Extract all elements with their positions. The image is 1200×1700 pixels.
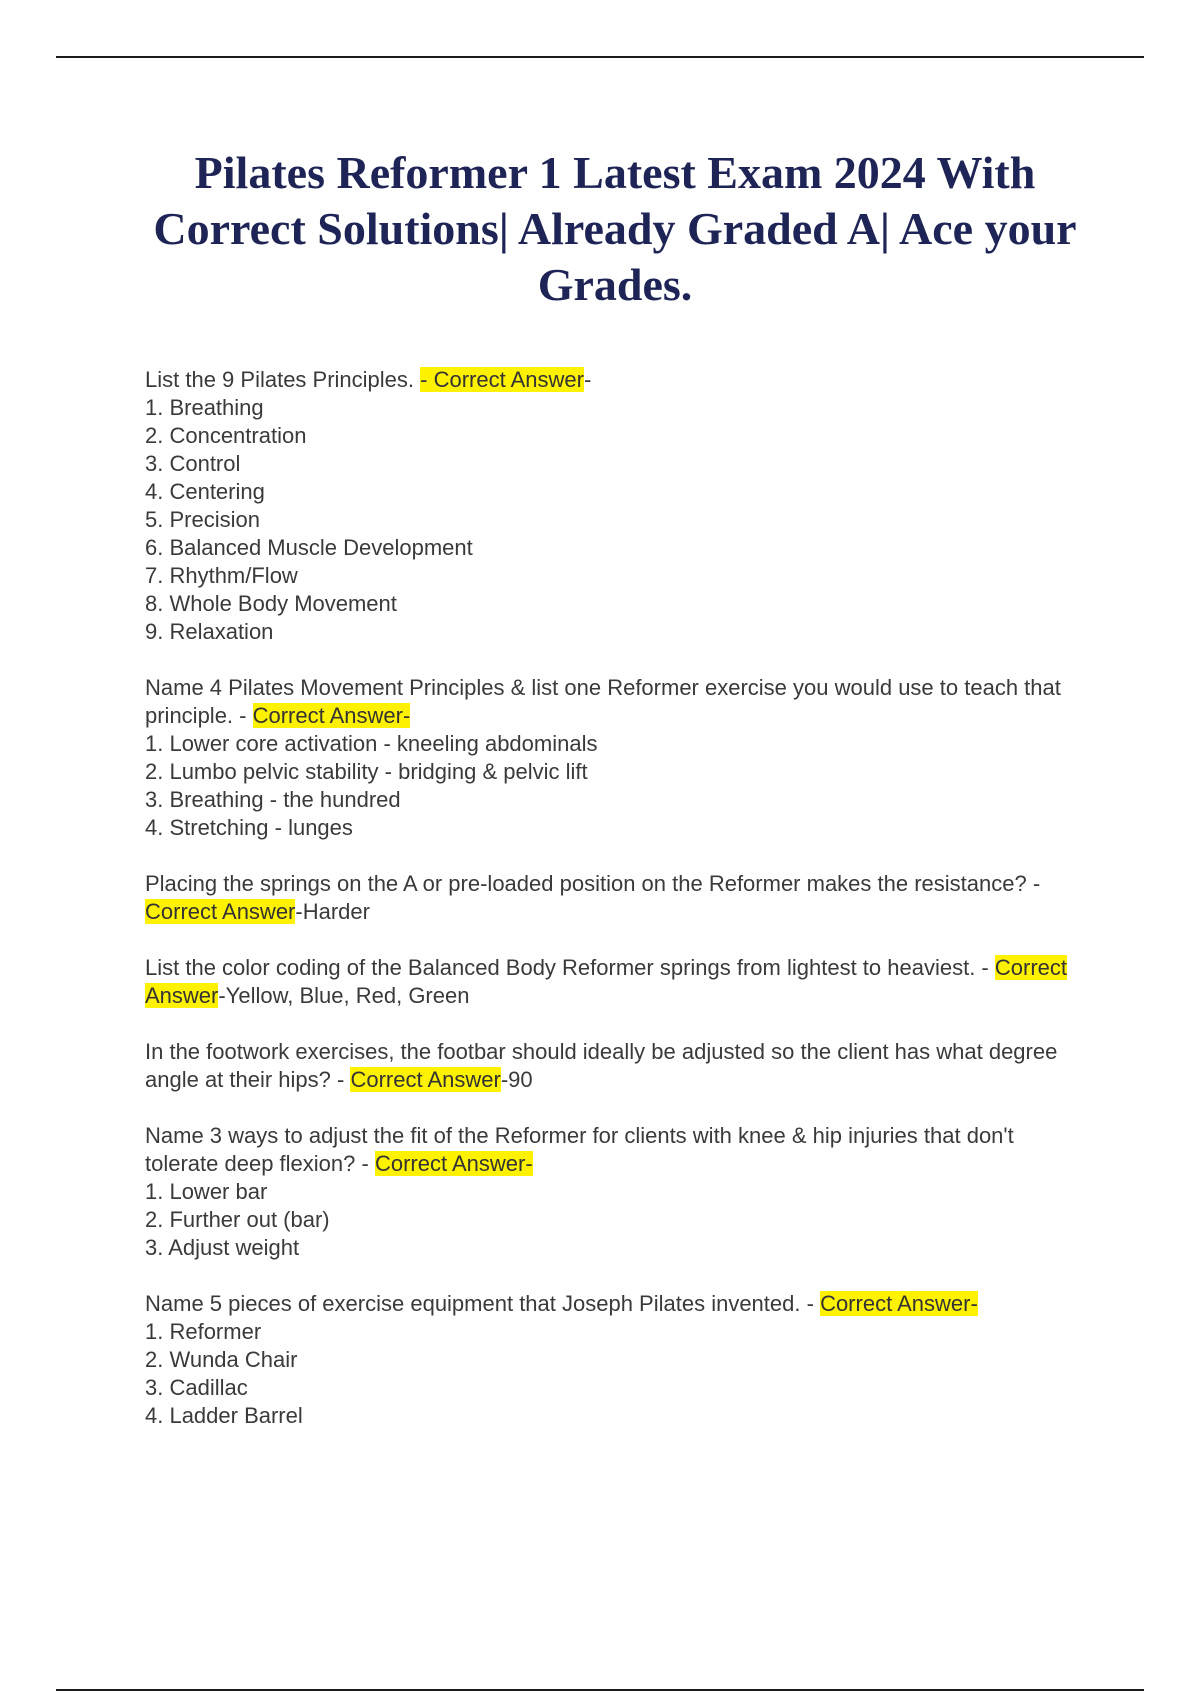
- list-item: 4. Stretching - lunges: [145, 815, 353, 840]
- question-text: Name 4 Pilates Movement Principles & list one Reformer exercise you would use to teach that principle. -: [145, 675, 1061, 728]
- list-item: 1. Reformer: [145, 1319, 262, 1344]
- answer-text: -90: [500, 1067, 533, 1092]
- answer-label: Correct Answer: [145, 955, 1068, 1008]
- list-item: 6. Balanced Muscle Development: [145, 535, 473, 560]
- answer-text: -Yellow, Blue, Red, Green: [218, 983, 470, 1008]
- list-item: 8. Whole Body Movement: [145, 591, 397, 616]
- list-item: 4. Ladder Barrel: [145, 1403, 303, 1428]
- list-item: 3. Control: [145, 451, 241, 476]
- list-item: 1. Lower bar: [145, 1179, 268, 1204]
- list-item: 2. Concentration: [145, 423, 307, 448]
- list-item: 3. Cadillac: [145, 1375, 248, 1400]
- list-item: 1. Lower core activation - kneeling abdominals: [145, 731, 598, 756]
- question-text: In the footwork exercises, the footbar should ideally be adjusted so the client has what degree angle at their hips? -: [145, 1039, 1058, 1092]
- question-text: List the 9 Pilates Principles.: [145, 367, 415, 392]
- question-text: Name 5 pieces of exercise equipment that Joseph Pilates invented. -: [145, 1291, 814, 1316]
- qa-block: [145, 674, 1085, 842]
- qa-block: [145, 1038, 1085, 1094]
- answer-label: Correct Answer: [350, 1067, 501, 1092]
- list-item: 9. Relaxation: [145, 619, 274, 644]
- answer-label: - Correct Answer: [420, 367, 584, 392]
- list-item: 2. Further out (bar): [145, 1207, 330, 1232]
- question-text: Name 3 ways to adjust the fit of the Reformer for clients with knee & hip injuries that don't tolerate deep flexion? -: [145, 1123, 1014, 1176]
- list-item: 5. Precision: [145, 507, 260, 532]
- separator: [246, 703, 252, 728]
- list-item: 2. Wunda Chair: [145, 1347, 298, 1372]
- answer-label: Correct Answer: [145, 899, 296, 924]
- list-item: 4. Centering: [145, 479, 265, 504]
- question-text: Placing the springs on the A or pre-loaded position on the Reformer makes the resistance? -: [145, 871, 1041, 896]
- separator: [989, 955, 995, 980]
- qa-block: [145, 954, 1085, 1010]
- list-item: 2. Lumbo pelvic stability - bridging & pelvic lift: [145, 759, 588, 784]
- answer-text: -: [583, 367, 592, 392]
- answer-text: -Harder: [295, 899, 370, 924]
- list-item: 3. Adjust weight: [145, 1235, 300, 1260]
- answer-label: Correct Answer-: [820, 1291, 978, 1316]
- qa-block: [145, 366, 1085, 646]
- qa-block: [145, 870, 1085, 926]
- question-text: List the color coding of the Balanced Body Reformer springs from lightest to heaviest. -: [145, 955, 989, 980]
- bottom-rule: [56, 1689, 1144, 1691]
- list-item: 3. Breathing - the hundred: [145, 787, 401, 812]
- list-item: 7. Rhythm/Flow: [145, 563, 298, 588]
- qa-block: [145, 1122, 1085, 1262]
- qa-block: [145, 1290, 1085, 1430]
- top-rule: [56, 56, 1144, 58]
- document-title: Pilates Reformer 1 Latest Exam 2024 With Correct Solutions| Already Graded A| Ace your Grades.: [153, 147, 1077, 310]
- qa-list: [145, 366, 1085, 1458]
- answer-label: Correct Answer-: [252, 703, 411, 728]
- answer-label: Correct Answer-: [374, 1151, 533, 1176]
- list-item: 1. Breathing: [145, 395, 264, 420]
